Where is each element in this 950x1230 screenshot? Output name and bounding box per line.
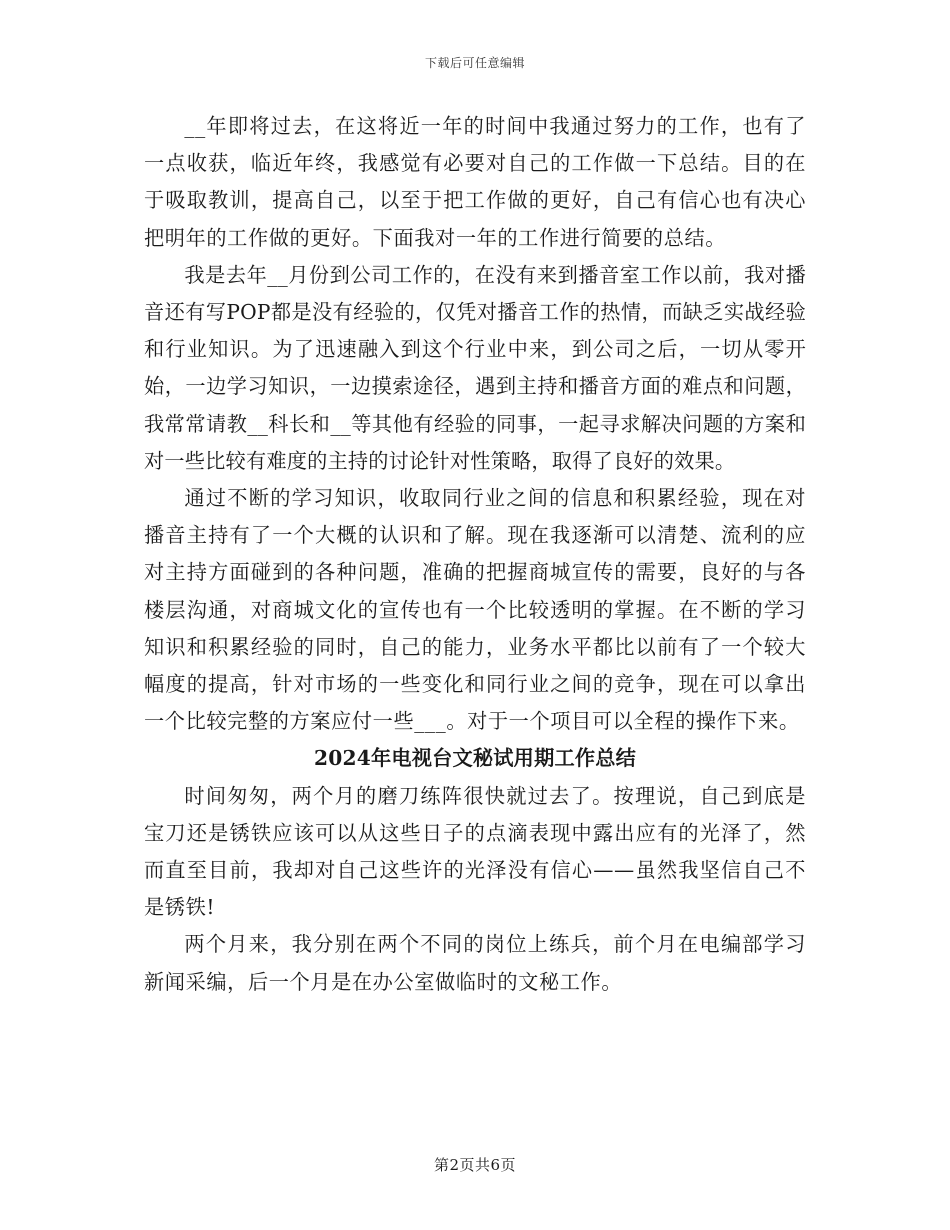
paragraph-3: 通过不断的学习知识，收取同行业之间的信息和积累经验，现在对播音主持有了一个大概的认识和了解。现在我逐渐可以清楚、流利的应对主持方面碰到的各种问题，准确的把握商城宣传的需要，良好的与各楼层沟通，对商城文化的宣传也有一个比较透明的掌握。在不断的学习知识和积累经验的同时，自己的能力，业务水平都比以前有了一个较大幅度的提高，针对市场的一些变化和同行业之间的竞争，现在可以拿出一个比较完整的方案应付一些___。对于一个项目可以全程的操作下来。 — [144, 486, 806, 734]
section-title: 2024年电视台文秘试用期工作总结 — [313, 746, 637, 771]
paragraph-2: 我是去年__月份到公司工作的，在没有来到播音室工作以前，我对播音还有写POP都是没有经验的，仅凭对播音工作的热情，而缺乏实战经验和行业知识。为了迅速融入到这个行业中来，到公司之后，一切从零开始，一边学习知识，一边摸索途径，遇到主持和播音方面的难点和问题，我常常请教__科长和__等其他有经验的同事，一起寻求解决问题的方案和对一些比较有难度的主持的讨论针对性策略，取得了良好的效果。 — [144, 262, 806, 473]
paragraph-4: 时间匆匆，两个月的磨刀练阵很快就过去了。按理说，自己到底是宝刀还是锈铁应该可以从这些日子的点滴表现中露出应有的光泽了，然而直至目前，我却对自己这些许的光泽没有信心——虽然我坚信自己不是锈铁! — [144, 783, 806, 920]
page-number: 第2页共6页 — [433, 1156, 517, 1174]
document-body — [144, 108, 806, 1001]
paragraph-1: __年即将过去，在这将近一年的时间中我通过努力的工作，也有了一点收获，临近年终，我感觉有必要对自己的工作做一下总结。目的在于吸取教训，提高自己，以至于把工作做的更好，自己有信心也有决心把明年的工作做的更好。下面我对一年的工作进行简要的总结。 — [144, 114, 806, 250]
paragraph-5: 两个月来，我分别在两个不同的岗位上练兵，前个月在电编部学习新闻采编，后一个月是在办公室做临时的文秘工作。 — [144, 932, 806, 994]
page-header: 下载后可任意编辑 — [424, 56, 525, 70]
